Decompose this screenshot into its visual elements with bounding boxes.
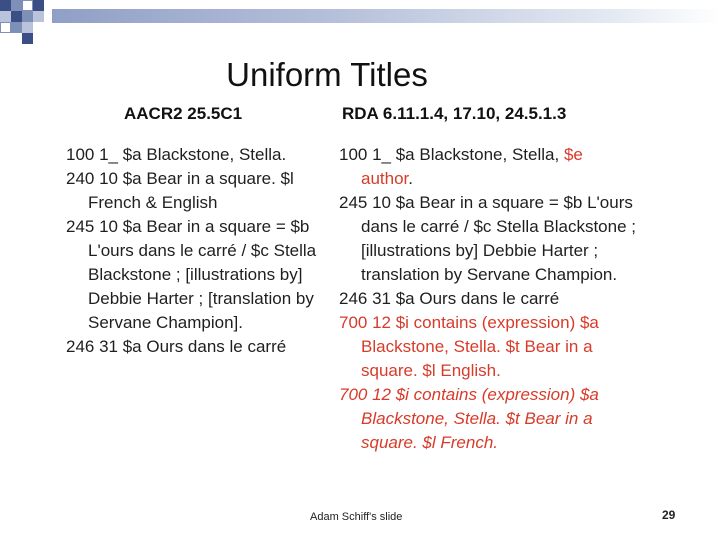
- corner-square-1: [0, 0, 11, 11]
- aacr2-heading: AACR2 25.5C1: [124, 104, 243, 123]
- corner-square-7: [22, 11, 33, 22]
- rda-entry-700-french: 700 12 $i contains (expression) $a Blackstone, Stella. $t Bear in a square. $l French.: [339, 385, 599, 452]
- rda-entry-246: 246 31 $a Ours dans le carré: [339, 289, 560, 308]
- rda-entry-100: [339, 143, 639, 191]
- rda-entry-245: 245 10 $a Bear in a square = $b L'ours dans le carré / $c Stella Blackstone ; [illustrations by] Debbie Harter ; translation by Servane Champion.: [339, 193, 636, 284]
- slide-title: Uniform Titles: [226, 56, 428, 93]
- corner-square-4: [33, 0, 44, 11]
- rda-entry-100-text: 100 1_ $a Blackstone, Stella,: [339, 145, 564, 164]
- header-gradient-bar: [52, 9, 720, 23]
- rda-column: [339, 143, 639, 455]
- corner-square-9: [11, 22, 22, 33]
- corner-square-12: [22, 33, 33, 44]
- aacr2-entry-100: 100 1_ $a Blackstone, Stella.: [66, 145, 287, 164]
- aacr2-entry-246: 246 31 $a Ours dans le carré: [66, 337, 287, 356]
- page-number: 29: [662, 508, 676, 522]
- aacr2-entry-240: 240 10 $a Bear in a square. $l French & English: [66, 169, 294, 212]
- corner-square-3: [22, 0, 33, 11]
- rda-entry-700-english: 700 12 $i contains (expression) $a Blackstone, Stella. $t Bear in a square. $l English.: [339, 313, 599, 380]
- corner-square-8: [33, 11, 44, 22]
- corner-square-2: [11, 0, 22, 11]
- slide-footer: Adam Schiff's slide: [310, 511, 403, 523]
- corner-square-6: [11, 11, 22, 22]
- rda-entry-100-end: .: [408, 169, 413, 188]
- aacr2-column: [66, 143, 328, 359]
- rda-entry-100-relator: $e author: [361, 145, 583, 188]
- corner-square-10: [0, 22, 11, 33]
- rda-heading: RDA 6.11.1.4, 17.10, 24.5.1.3: [342, 104, 567, 123]
- corner-square-11: [22, 22, 33, 33]
- aacr2-entry-245: 245 10 $a Bear in a square = $b L'ours dans le carré / $c Stella Blackstone ; [illustrations by] Debbie Harter ; [translation by Servane Champion].: [66, 217, 317, 332]
- corner-square-5: [0, 11, 11, 22]
